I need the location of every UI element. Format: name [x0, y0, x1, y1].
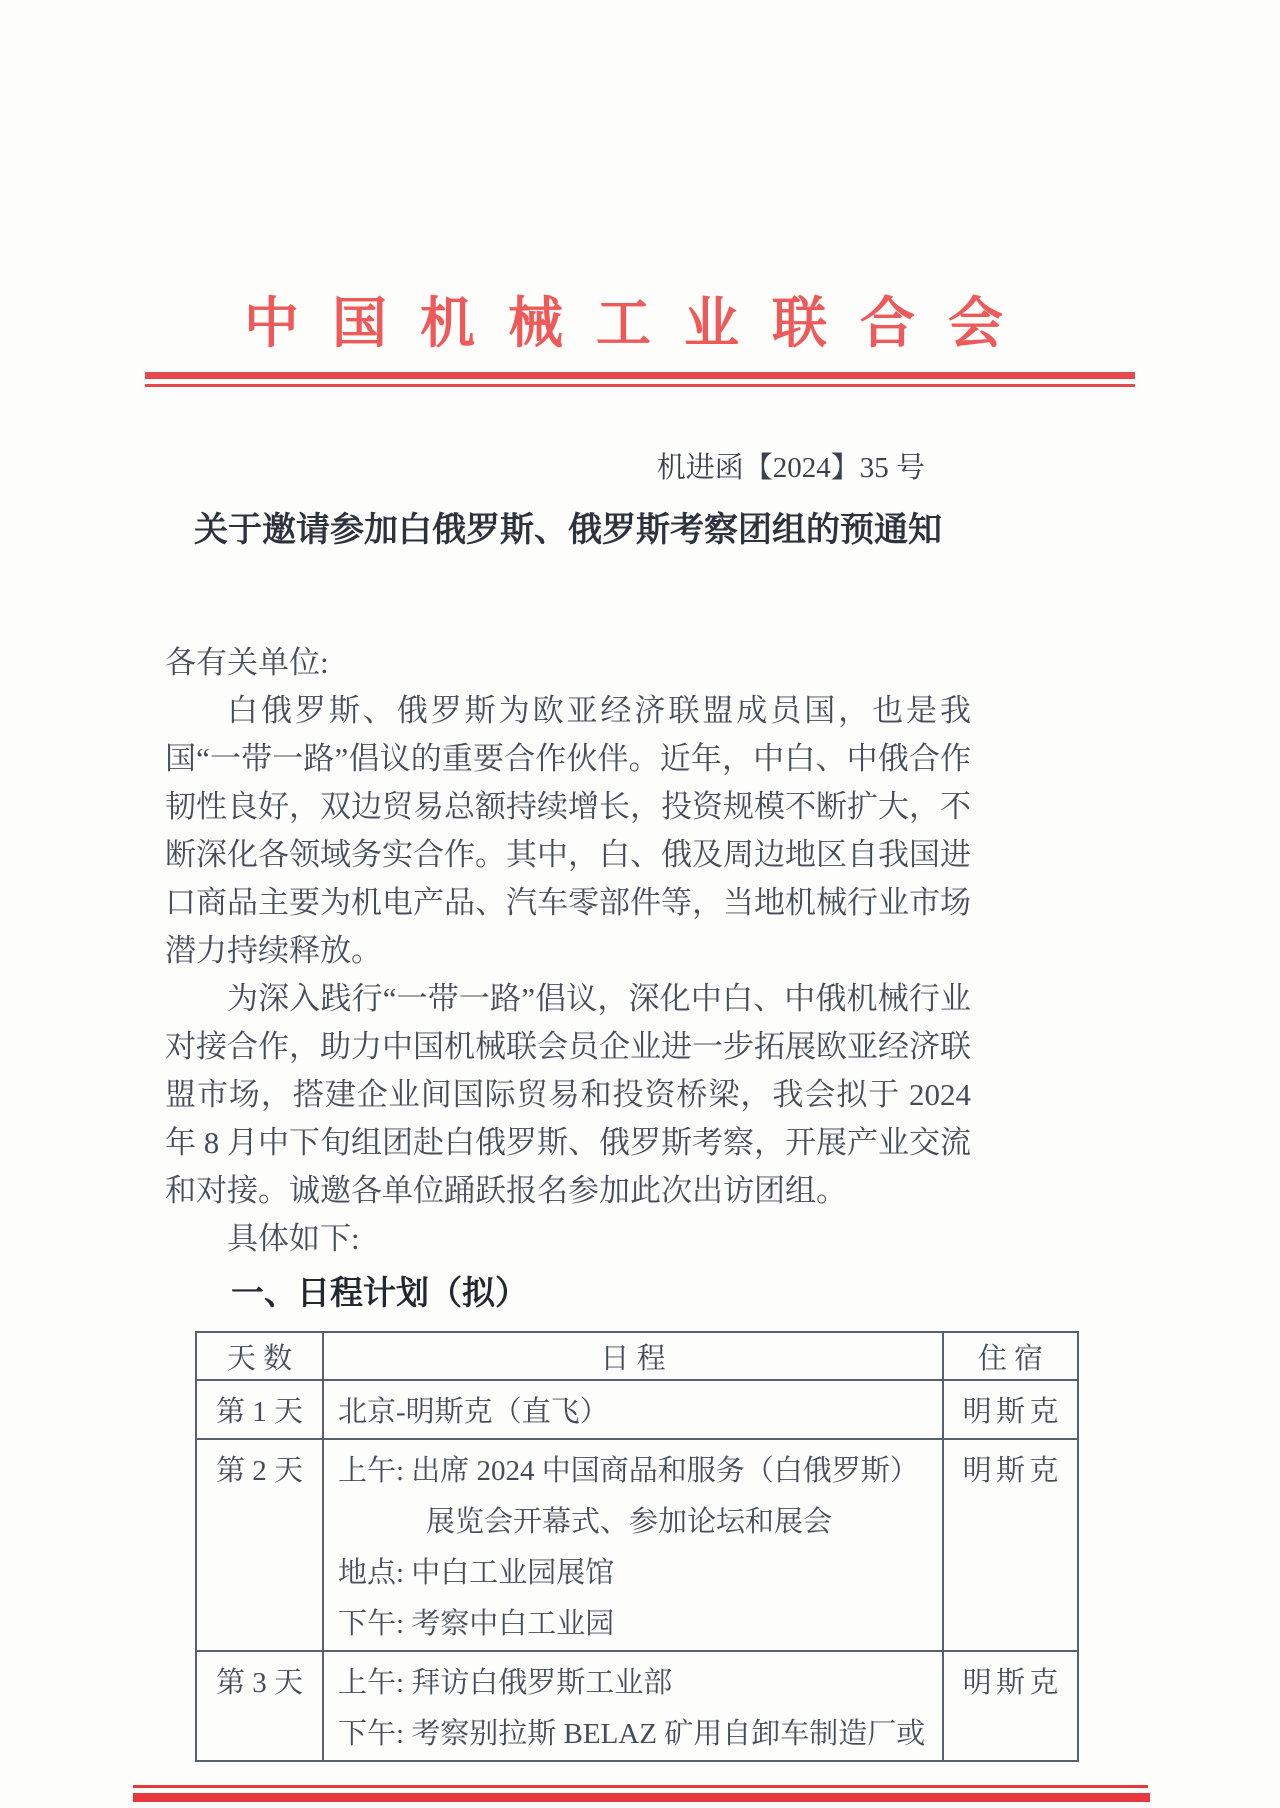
- table-row-day3: [196, 1651, 1078, 1761]
- lodging-cell: 明斯克: [943, 1651, 1078, 1761]
- schedule-table: [195, 1331, 1079, 1762]
- itinerary-line: 展览会开幕式、参加论坛和展会: [426, 1506, 833, 1538]
- itinerary-line: 北京-明斯克（直飞）: [338, 1396, 609, 1428]
- lodging-cell: 明斯克: [943, 1439, 1078, 1651]
- letterhead-rule-thin: [145, 384, 1135, 387]
- table-row-day1: [196, 1380, 1078, 1439]
- itinerary-line: 地点: 中白工业园展馆: [338, 1557, 615, 1589]
- table-row-day2: [196, 1439, 1078, 1651]
- itinerary-cell: [323, 1380, 943, 1439]
- itinerary-line: 下午: 考察中白工业园: [338, 1608, 615, 1640]
- footer-rule-thick: [133, 1793, 1150, 1802]
- col-header-lodging: 住宿: [943, 1332, 1078, 1380]
- day-cell: 第 3 天: [196, 1651, 323, 1761]
- itinerary-cell: [323, 1439, 943, 1651]
- document-body: [165, 639, 1077, 1317]
- itinerary-line: 上午: 出席 2024 中国商品和服务（白俄罗斯）: [338, 1455, 919, 1487]
- doc-number: 机进函【2024】35 号: [656, 452, 925, 484]
- letterhead-rule-thick: [145, 372, 1135, 379]
- col-header-day: 天数: [196, 1332, 323, 1380]
- itinerary-line: 下午: 考察别拉斯 BELAZ 矿用自卸车制造厂或: [338, 1718, 926, 1750]
- col-header-itinerary: 日程: [323, 1332, 943, 1380]
- day-cell: 第 2 天: [196, 1439, 323, 1651]
- itinerary-cell: [323, 1651, 943, 1761]
- org-name: 中国机械工业联合会: [243, 293, 1036, 354]
- footer-rule-thin: [133, 1785, 1148, 1788]
- paragraph-1: 白俄罗斯、俄罗斯为欧亚经济联盟成员国，也是我国“一带一路”倡议的重要合作伙伴。近年，中白、中俄合作韧性良好，双边贸易总额持续增长，投资规模不断扩大，不断深化各领域务实合作。其中，白、俄及周边地区自我国进口商品主要为机电产品、汽车零部件等，当地机械行业市场潜力持续释放。: [165, 693, 971, 968]
- itinerary-line: 上午: 拜访白俄罗斯工业部: [338, 1667, 673, 1699]
- lodging-cell: 明斯克: [943, 1380, 1078, 1439]
- day-cell: 第 1 天: [196, 1380, 323, 1439]
- paragraph-3: 具体如下:: [227, 1221, 360, 1256]
- salutation: 各有关单位:: [165, 645, 329, 680]
- section-heading: 一、日程计划（拟）: [231, 1276, 528, 1312]
- table-header-row: [196, 1332, 1078, 1380]
- doc-title: 关于邀请参加白俄罗斯、俄罗斯考察团组的预通知: [194, 512, 942, 549]
- paragraph-2: 为深入践行“一带一路”倡议，深化中白、中俄机械行业对接合作，助力中国机械联会员企业进一步拓展欧亚经济联盟市场，搭建企业间国际贸易和投资桥梁，我会拟于 2024 年 8 月中下旬组团赴白俄罗斯、俄罗斯考察，开展产业交流和对接。诚邀各单位踊跃报名参加此次出访团组。: [165, 981, 971, 1208]
